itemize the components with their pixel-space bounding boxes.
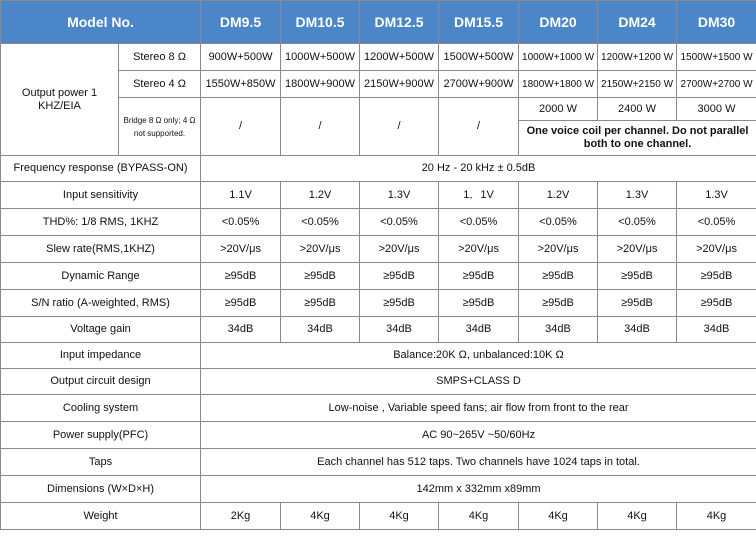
- table-cell: 1.3V: [598, 182, 677, 209]
- dyn-label: Dynamic Range: [1, 263, 201, 290]
- table-cell: 1．1V: [439, 182, 519, 209]
- table-cell: <0.05%: [201, 209, 281, 236]
- imp-label: Input impedance: [1, 343, 201, 369]
- freq-label: Frequency response (BYPASS-ON): [1, 156, 201, 182]
- table-row: [1, 209, 756, 236]
- stereo4-label: Stereo 4 Ω: [119, 71, 201, 98]
- circuit-value: SMPS+CLASS D: [201, 369, 756, 395]
- table-cell: 2150W+2150 W: [598, 71, 677, 98]
- table-cell: ≥95dB: [281, 290, 360, 317]
- table-cell: <0.05%: [281, 209, 360, 236]
- table-cell: 1.2V: [281, 182, 360, 209]
- table-cell: 34dB: [677, 317, 756, 343]
- taps-label: Taps: [1, 449, 201, 476]
- table-cell: ≥95dB: [360, 290, 439, 317]
- header-row: [1, 1, 756, 44]
- dims-label: Dimensions (W×D×H): [1, 476, 201, 503]
- table-cell: 1500W+1500 W: [677, 44, 756, 71]
- table-cell: 1200W+500W: [360, 44, 439, 71]
- table-cell: 2400 W: [598, 98, 677, 121]
- model-dm20: DM20: [519, 1, 598, 44]
- table-cell: >20V/μs: [598, 236, 677, 263]
- bridge-note: One voice coil per channel. Do not parallel both to one channel.: [519, 121, 756, 156]
- table-cell: 34dB: [519, 317, 598, 343]
- table-cell: <0.05%: [598, 209, 677, 236]
- table-row: [1, 422, 756, 449]
- imp-value: Balance:20K Ω, unbalanced:10K Ω: [201, 343, 756, 369]
- power-label: Power supply(PFC): [1, 422, 201, 449]
- power-value: AC 90~265V ~50/60Hz: [201, 422, 756, 449]
- table-row: [1, 290, 756, 317]
- table-cell: 1.3V: [360, 182, 439, 209]
- table-cell: 1550W+850W: [201, 71, 281, 98]
- table-cell: /: [439, 98, 519, 156]
- table-cell: >20V/μs: [439, 236, 519, 263]
- table-cell: 1.1V: [201, 182, 281, 209]
- table-cell: ≥95dB: [281, 263, 360, 290]
- table-cell: 34dB: [439, 317, 519, 343]
- table-cell: <0.05%: [360, 209, 439, 236]
- table-row: [1, 44, 756, 71]
- dims-value: 142mm x 332mm x89mm: [201, 476, 756, 503]
- table-cell: ≥95dB: [439, 290, 519, 317]
- freq-value: 20 Hz - 20 kHz ± 0.5dB: [201, 156, 756, 182]
- table-cell: 34dB: [201, 317, 281, 343]
- table-cell: /: [281, 98, 360, 156]
- table-cell: >20V/μs: [281, 236, 360, 263]
- table-cell: ≥95dB: [677, 290, 756, 317]
- table-cell: /: [201, 98, 281, 156]
- table-cell: 2Kg: [201, 503, 281, 530]
- table-cell: >20V/μs: [360, 236, 439, 263]
- table-cell: 1200W+1200 W: [598, 44, 677, 71]
- model-header: Model No.: [1, 1, 201, 44]
- table-cell: 1000W+1000 W: [519, 44, 598, 71]
- table-cell: >20V/μs: [519, 236, 598, 263]
- table-cell: 900W+500W: [201, 44, 281, 71]
- table-cell: ≥95dB: [519, 290, 598, 317]
- table-cell: 1000W+500W: [281, 44, 360, 71]
- table-cell: 2700W+2700 W: [677, 71, 756, 98]
- table-cell: <0.05%: [519, 209, 598, 236]
- table-row: [1, 503, 756, 530]
- table-row: [1, 236, 756, 263]
- table-cell: <0.05%: [439, 209, 519, 236]
- table-cell: 1800W+900W: [281, 71, 360, 98]
- sens-label: Input sensitivity: [1, 182, 201, 209]
- table-cell: 34dB: [598, 317, 677, 343]
- output-power-label: Output power 1 KHZ/EIA: [1, 44, 119, 156]
- table-cell: 4Kg: [598, 503, 677, 530]
- slew-label: Slew rate(RMS,1KHZ): [1, 236, 201, 263]
- table-cell: 4Kg: [677, 503, 756, 530]
- model-dm10-5: DM10.5: [281, 1, 360, 44]
- table-cell: ≥95dB: [598, 290, 677, 317]
- table-cell: ≥95dB: [677, 263, 756, 290]
- table-cell: <0.05%: [677, 209, 756, 236]
- stereo8-label: Stereo 8 Ω: [119, 44, 201, 71]
- circuit-label: Output circuit design: [1, 369, 201, 395]
- table-row: [1, 449, 756, 476]
- sn-label: S/N ratio (A-weighted, RMS): [1, 290, 201, 317]
- table-row: [1, 395, 756, 422]
- cooling-label: Cooling system: [1, 395, 201, 422]
- table-cell: 4Kg: [281, 503, 360, 530]
- table-cell: 1.3V: [677, 182, 756, 209]
- table-row: [1, 476, 756, 503]
- model-dm15-5: DM15.5: [439, 1, 519, 44]
- table-cell: >20V/μs: [677, 236, 756, 263]
- table-cell: 4Kg: [439, 503, 519, 530]
- table-cell: ≥95dB: [360, 263, 439, 290]
- table-cell: 34dB: [281, 317, 360, 343]
- table-cell: 3000 W: [677, 98, 756, 121]
- model-dm30: DM30: [677, 1, 756, 44]
- table-row: [1, 156, 756, 182]
- gain-label: Voltage gain: [1, 317, 201, 343]
- table-row: [1, 369, 756, 395]
- model-dm24: DM24: [598, 1, 677, 44]
- model-dm12-5: DM12.5: [360, 1, 439, 44]
- table-cell: 2150W+900W: [360, 71, 439, 98]
- table-row: [1, 317, 756, 343]
- table-row: [1, 343, 756, 369]
- table-cell: 1800W+1800 W: [519, 71, 598, 98]
- table-cell: ≥95dB: [439, 263, 519, 290]
- table-cell: 2000 W: [519, 98, 598, 121]
- table-cell: 1.2V: [519, 182, 598, 209]
- table-cell: ≥95dB: [201, 263, 281, 290]
- table-cell: ≥95dB: [598, 263, 677, 290]
- table-row: [1, 182, 756, 209]
- cooling-value: Low-noise , Variable speed fans; air flow from front to the rear: [201, 395, 756, 422]
- table-cell: /: [360, 98, 439, 156]
- table-cell: 34dB: [360, 317, 439, 343]
- table-cell: 4Kg: [360, 503, 439, 530]
- table-row: [1, 263, 756, 290]
- bridge-label: Bridge 8 Ω only; 4 Ω not supported.: [119, 98, 201, 156]
- table-cell: ≥95dB: [201, 290, 281, 317]
- table-cell: 4Kg: [519, 503, 598, 530]
- weight-label: Weight: [1, 503, 201, 530]
- table-cell: 2700W+900W: [439, 71, 519, 98]
- table-cell: >20V/μs: [201, 236, 281, 263]
- model-dm9-5: DM9.5: [201, 1, 281, 44]
- table-cell: ≥95dB: [519, 263, 598, 290]
- taps-value: Each channel has 512 taps. Two channels have 1024 taps in total.: [201, 449, 756, 476]
- table-cell: 1500W+500W: [439, 44, 519, 71]
- thd-label: THD%: 1/8 RMS, 1KHZ: [1, 209, 201, 236]
